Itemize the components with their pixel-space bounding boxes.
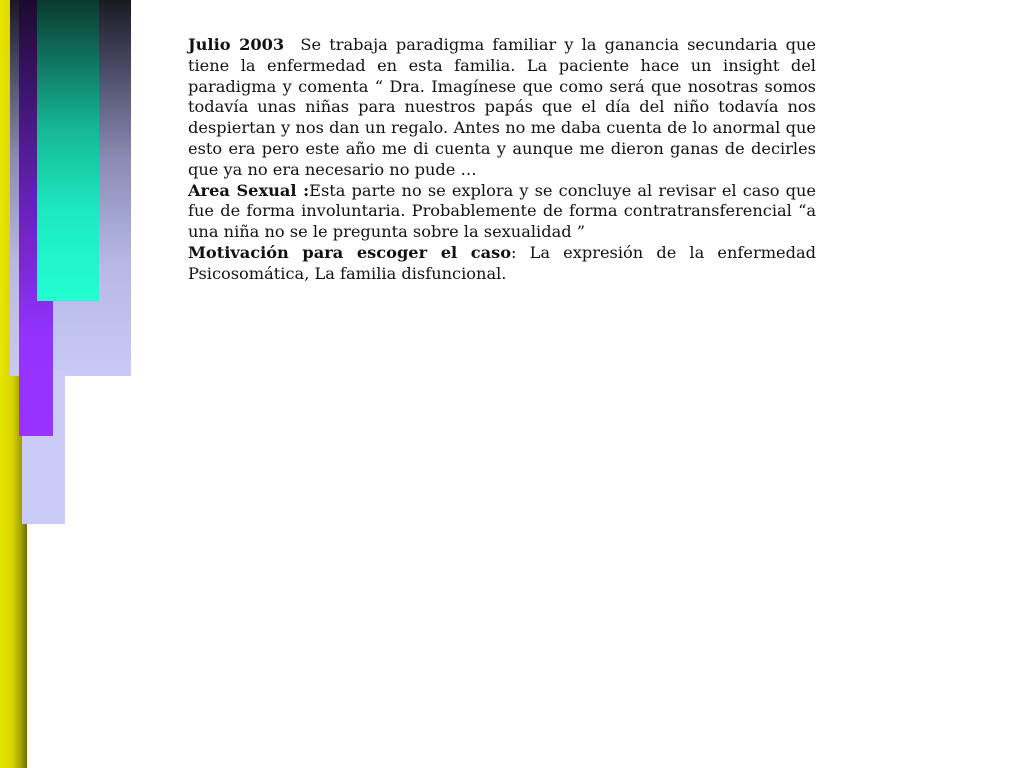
paragraph-julio-2003 bbox=[188, 35, 822, 181]
slide-text-body bbox=[188, 35, 822, 285]
paragraph-text: Se trabaja paradigma familiar y la ganancia secundaria que tiene la enfermedad en esta familia. La paciente hace un insight del paradigma y comenta “ Dra. Imagínese que como será que nosotras somos todavía unas niñas para nuestros papás que el día del niño todavía nos despiertan y nos dan un regalo. Antes no me daba cuenta de lo anormal que esto era pero este año me di cuenta y aunque me dieron ganas de decirles que ya no era necesario no pude … bbox=[188, 35, 822, 179]
paragraph-text: : La expresión de la enfermedad Psicosomática, La familia disfuncional. bbox=[188, 242, 817, 283]
paragraph-text: Esta parte no se explora y se concluye al revisar el caso que fue de forma involuntaria. Probablemente de forma contratransferencial “a una niña no se le pregunta sobre la sexualidad ” bbox=[188, 180, 816, 242]
paragraph-lead: Julio 2003 bbox=[188, 35, 285, 54]
paragraph-lead: Area Sexual : bbox=[188, 180, 310, 200]
paragraph-motivacion bbox=[188, 243, 816, 285]
decorative-bar-teal bbox=[37, 0, 99, 301]
paragraph-lead: Motivación para escoger el caso bbox=[188, 242, 512, 262]
paragraph-area-sexual bbox=[188, 181, 816, 243]
